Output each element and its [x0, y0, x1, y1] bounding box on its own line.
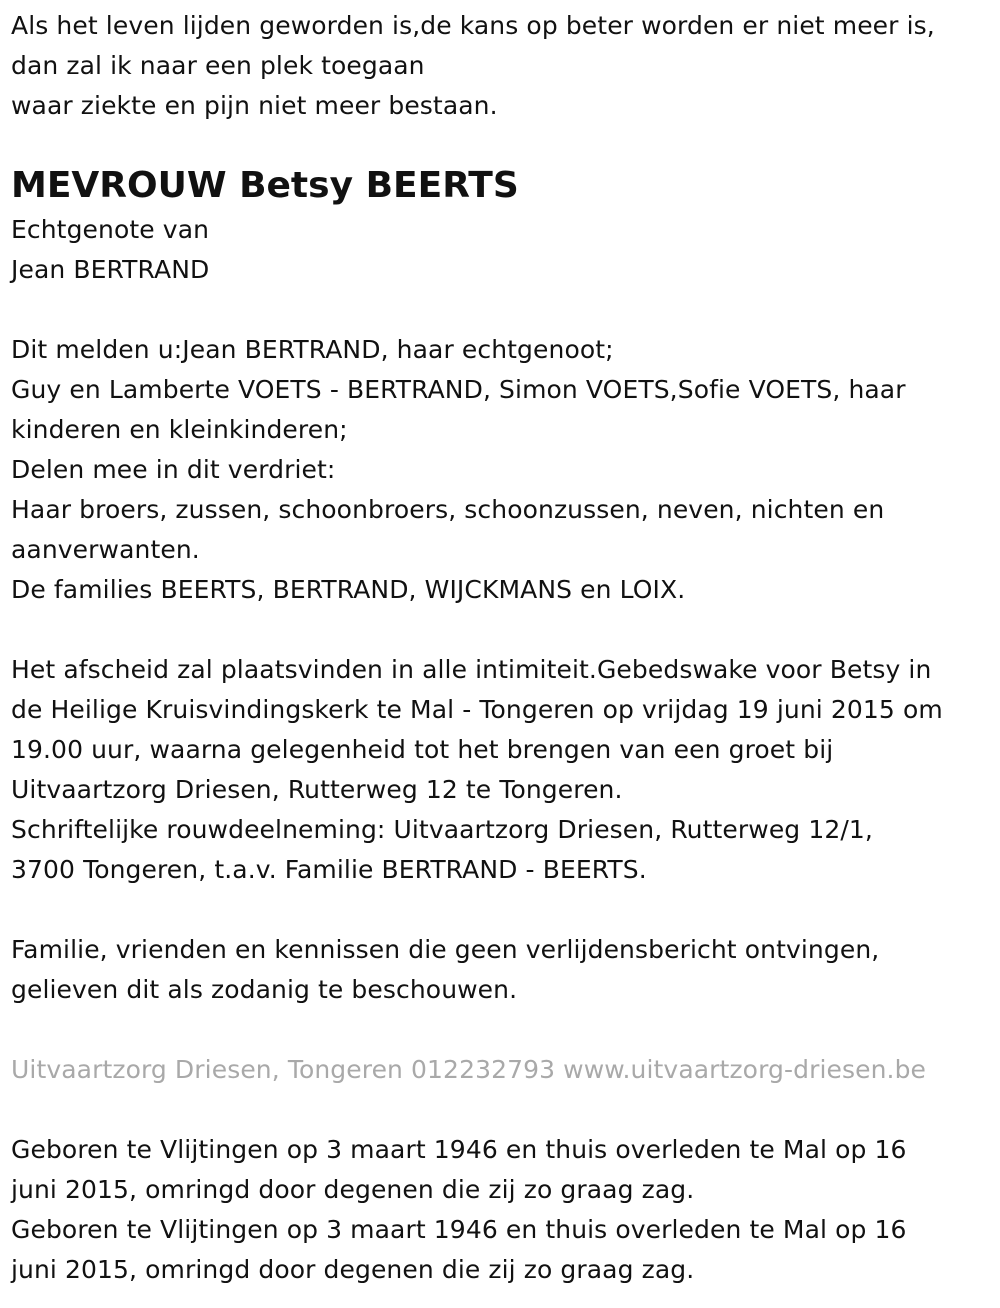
ceremony-line: 3700 Tongeren, t.a.v. Familie BERTRAND - BEERTS.: [11, 855, 647, 884]
family-block: [11, 330, 995, 610]
spacer: [11, 890, 995, 930]
ceremony-line: Uitvaartzorg Driesen, Rutterweg 12 te Tongeren.: [11, 775, 623, 804]
family-line: Guy en Lamberte VOETS - BERTRAND, Simon VOETS,Sofie VOETS, haar: [11, 375, 906, 404]
family-line: Delen mee in dit verdriet:: [11, 455, 336, 484]
birth-death-line: juni 2015, omringd door degenen die zij zo graag zag.: [11, 1175, 695, 1204]
family-line: Haar broers, zussen, schoonbroers, schoonzussen, neven, nichten en: [11, 495, 885, 524]
ceremony-block: [11, 650, 995, 890]
poem-line: waar ziekte en pijn niet meer bestaan.: [11, 91, 498, 120]
birth-death-block: [11, 1130, 995, 1290]
poem-line: dan zal ik naar een plek toegaan: [11, 51, 425, 80]
poem: [11, 6, 995, 126]
ceremony-line: Schriftelijke rouwdeelneming: Uitvaartzorg Driesen, Rutterweg 12/1,: [11, 815, 873, 844]
obituary-document: [11, 6, 995, 1290]
ceremony-line: 19.00 uur, waarna gelegenheid tot het brengen van een groet bij: [11, 735, 834, 764]
spouse-block: [11, 210, 995, 290]
deceased-name-title: MEVROUW Betsy BEERTS: [11, 165, 519, 206]
birth-death-line: juni 2015, omringd door degenen die zij zo graag zag.: [11, 1255, 695, 1284]
spacer: [11, 290, 995, 330]
family-line: aanverwanten.: [11, 535, 200, 564]
spacer: [11, 1090, 995, 1130]
family-line: kinderen en kleinkinderen;: [11, 415, 348, 444]
spacer: [11, 1010, 995, 1050]
notice-line: gelieven dit als zodanig te beschouwen.: [11, 975, 518, 1004]
poem-line: Als het leven lijden geworden is,de kans op beter worden er niet meer is,: [11, 11, 935, 40]
family-line: Dit melden u:Jean BERTRAND, haar echtgenoot;: [11, 335, 614, 364]
spacer: [11, 610, 995, 650]
spouse-line: Echtgenote van: [11, 215, 210, 244]
birth-death-line: Geboren te Vlijtingen op 3 maart 1946 en thuis overleden te Mal op 16: [11, 1135, 907, 1164]
undertaker-contact: Uitvaartzorg Driesen, Tongeren 012232793 www.uitvaartzorg-driesen.be: [11, 1055, 927, 1084]
notice-line: Familie, vrienden en kennissen die geen verlijdensbericht ontvingen,: [11, 935, 880, 964]
ceremony-line: de Heilige Kruisvindingskerk te Mal - Tongeren op vrijdag 19 juni 2015 om: [11, 695, 943, 724]
birth-death-line: Geboren te Vlijtingen op 3 maart 1946 en thuis overleden te Mal op 16: [11, 1215, 907, 1244]
spouse-line: Jean BERTRAND: [11, 255, 210, 284]
notice-block: [11, 930, 995, 1010]
family-line: De families BEERTS, BERTRAND, WIJCKMANS en LOIX.: [11, 575, 686, 604]
ceremony-line: Het afscheid zal plaatsvinden in alle intimiteit.Gebedswake voor Betsy in: [11, 655, 932, 684]
spacer: [11, 126, 995, 166]
